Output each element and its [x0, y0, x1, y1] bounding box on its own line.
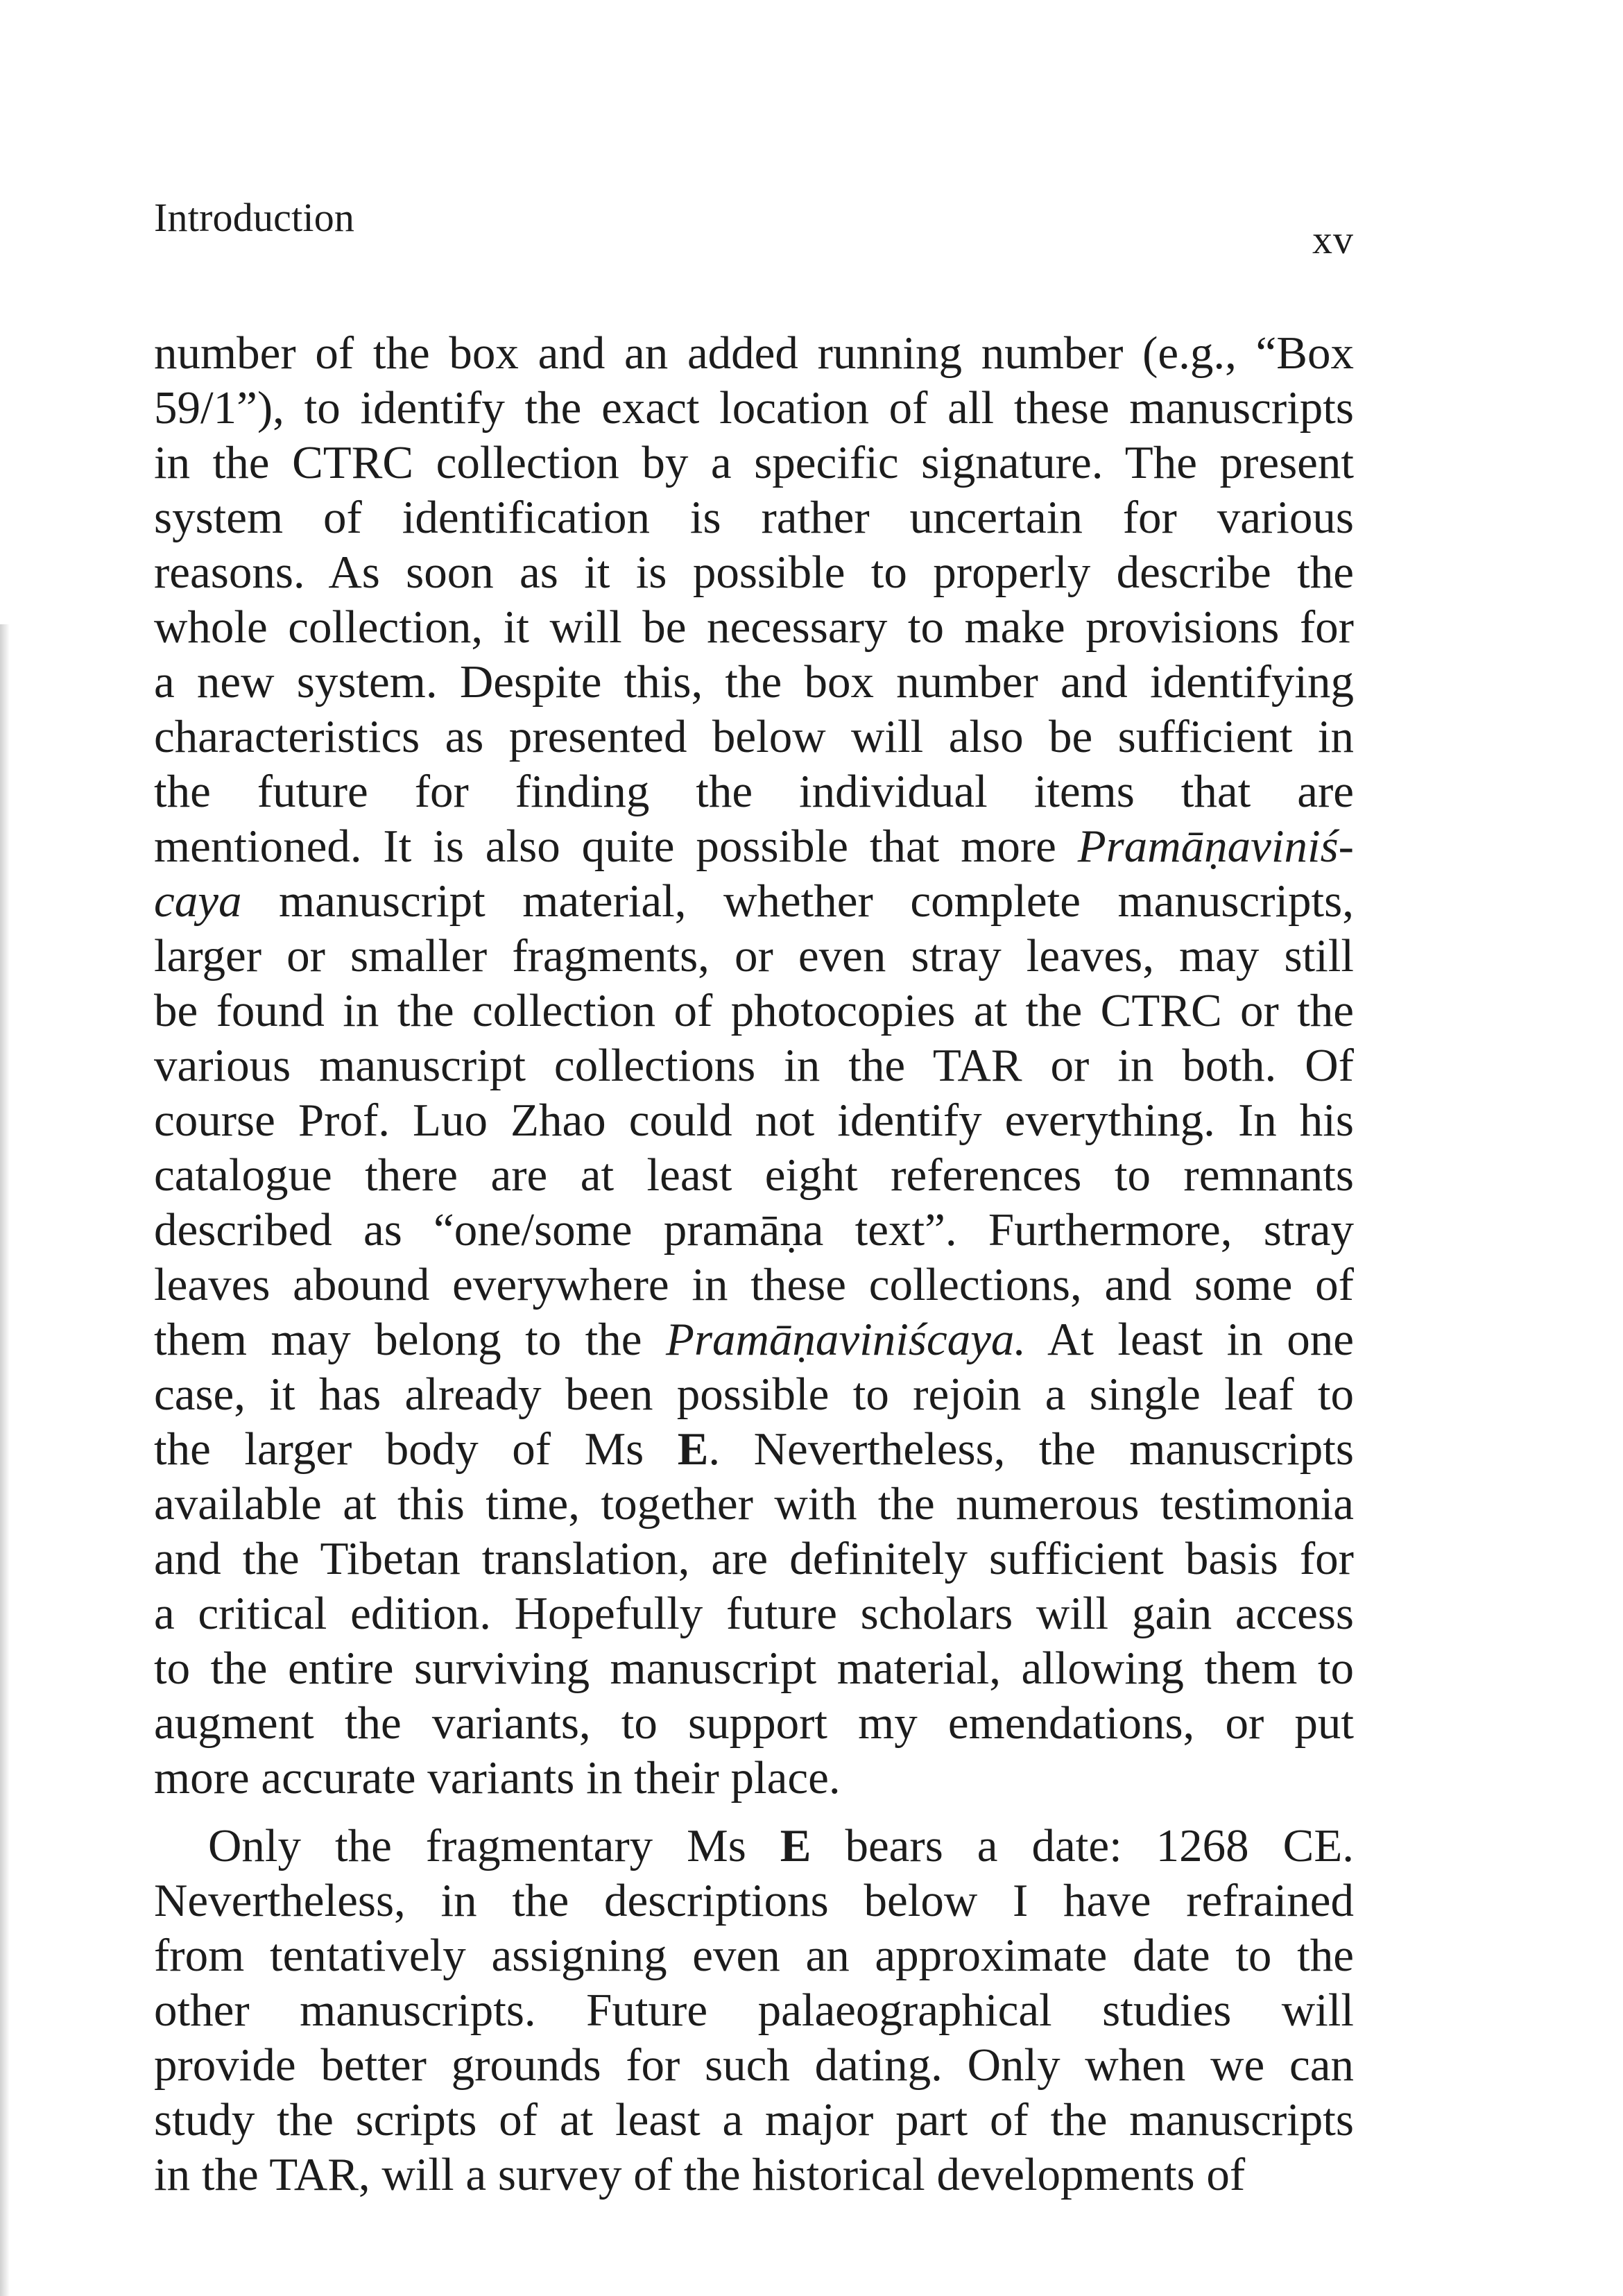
paragraph: [154, 326, 1354, 1806]
text-line: various manuscript collections in the TAR or in both. Of: [154, 1040, 1354, 1091]
text-line: a new system. Despite this, the box number and identifying: [154, 656, 1354, 708]
text-line: whole collection, it will be necessary to make provisions for: [154, 601, 1354, 653]
manuscript-siglum: E: [780, 1820, 812, 1871]
text-line: characteristics as presented below will also be sufficient in: [154, 711, 1354, 762]
text-line: described as “one/some pramāṇa text”. Furthermore, stray: [154, 1204, 1354, 1256]
italic-term: Pramāṇaviniś-: [1077, 821, 1354, 872]
body-text: [154, 326, 1354, 2202]
text-line: case, it has already been possible to rejoin a single leaf to: [154, 1369, 1354, 1420]
text-line: caya manuscript material, whether complete manuscripts,: [154, 875, 1354, 927]
running-head: Introduction: [154, 195, 355, 240]
text-line: provide better grounds for such dating. Only when we can: [154, 2039, 1354, 2091]
text-line: them may belong to the Pramāṇaviniścaya. At least in one: [154, 1314, 1355, 1365]
paragraph: [154, 1819, 1354, 2202]
text-line: study the scripts of at least a major part of the manuscripts: [154, 2094, 1354, 2145]
text-line: more accurate variants in their place.: [154, 1752, 841, 1804]
page-number: xv: [1312, 217, 1354, 262]
text-line: larger or smaller fragments, or even stray leaves, may still: [154, 930, 1354, 982]
manuscript-siglum: E: [677, 1423, 709, 1475]
text-line: the larger body of Ms E. Nevertheless, the manuscripts: [154, 1423, 1354, 1475]
text-line: to the entire surviving manuscript material, allowing them to: [154, 1643, 1354, 1694]
text-line: augment the variants, to support my emendations, or put: [154, 1697, 1354, 1749]
text-line: catalogue there are at least eight references to remnants: [154, 1149, 1354, 1201]
text-line: 59/1”), to identify the exact location of all these manuscripts: [154, 382, 1354, 434]
text-line: other manuscripts. Future palaeographical studies will: [154, 1985, 1354, 2036]
page-edge-shadow: [0, 624, 10, 2296]
text-line: and the Tibetan translation, are definitely sufficient basis for: [154, 1533, 1354, 1584]
page-header: [154, 194, 1354, 262]
text-line: from tentatively assigning even an approximate date to the: [154, 1930, 1354, 1981]
text-line: leaves abound everywhere in these collections, and some of: [154, 1259, 1354, 1310]
text-line: reasons. As soon as it is possible to properly describe the: [154, 547, 1354, 598]
italic-term: Pramāṇaviniścaya.: [666, 1314, 1027, 1365]
italic-term: caya: [154, 875, 242, 927]
text-line: the future for finding the individual items that are: [154, 766, 1354, 817]
text-line: available at this time, together with the numerous testimonia: [154, 1478, 1354, 1530]
text-line: course Prof. Luo Zhao could not identify everything. In his: [154, 1095, 1354, 1146]
text-line: in the CTRC collection by a specific signature. The present: [154, 437, 1354, 488]
text-line: mentioned. It is also quite possible that more Pramāṇaviniś-: [154, 821, 1354, 872]
text-line: in the TAR, will a survey of the historical developments of: [154, 2149, 1246, 2200]
text-line: Only the fragmentary Ms E bears a date: 1268 CE.: [208, 1820, 1354, 1871]
text-line: a critical edition. Hopefully future scholars will gain access: [154, 1588, 1354, 1639]
text-line: Nevertheless, in the descriptions below I have refrained: [154, 1875, 1354, 1926]
text-line: system of identification is rather uncertain for various: [154, 492, 1354, 543]
text-line: number of the box and an added running number (e.g., “Box: [154, 327, 1354, 379]
text-line: be found in the collection of photocopies at the CTRC or the: [154, 985, 1354, 1036]
